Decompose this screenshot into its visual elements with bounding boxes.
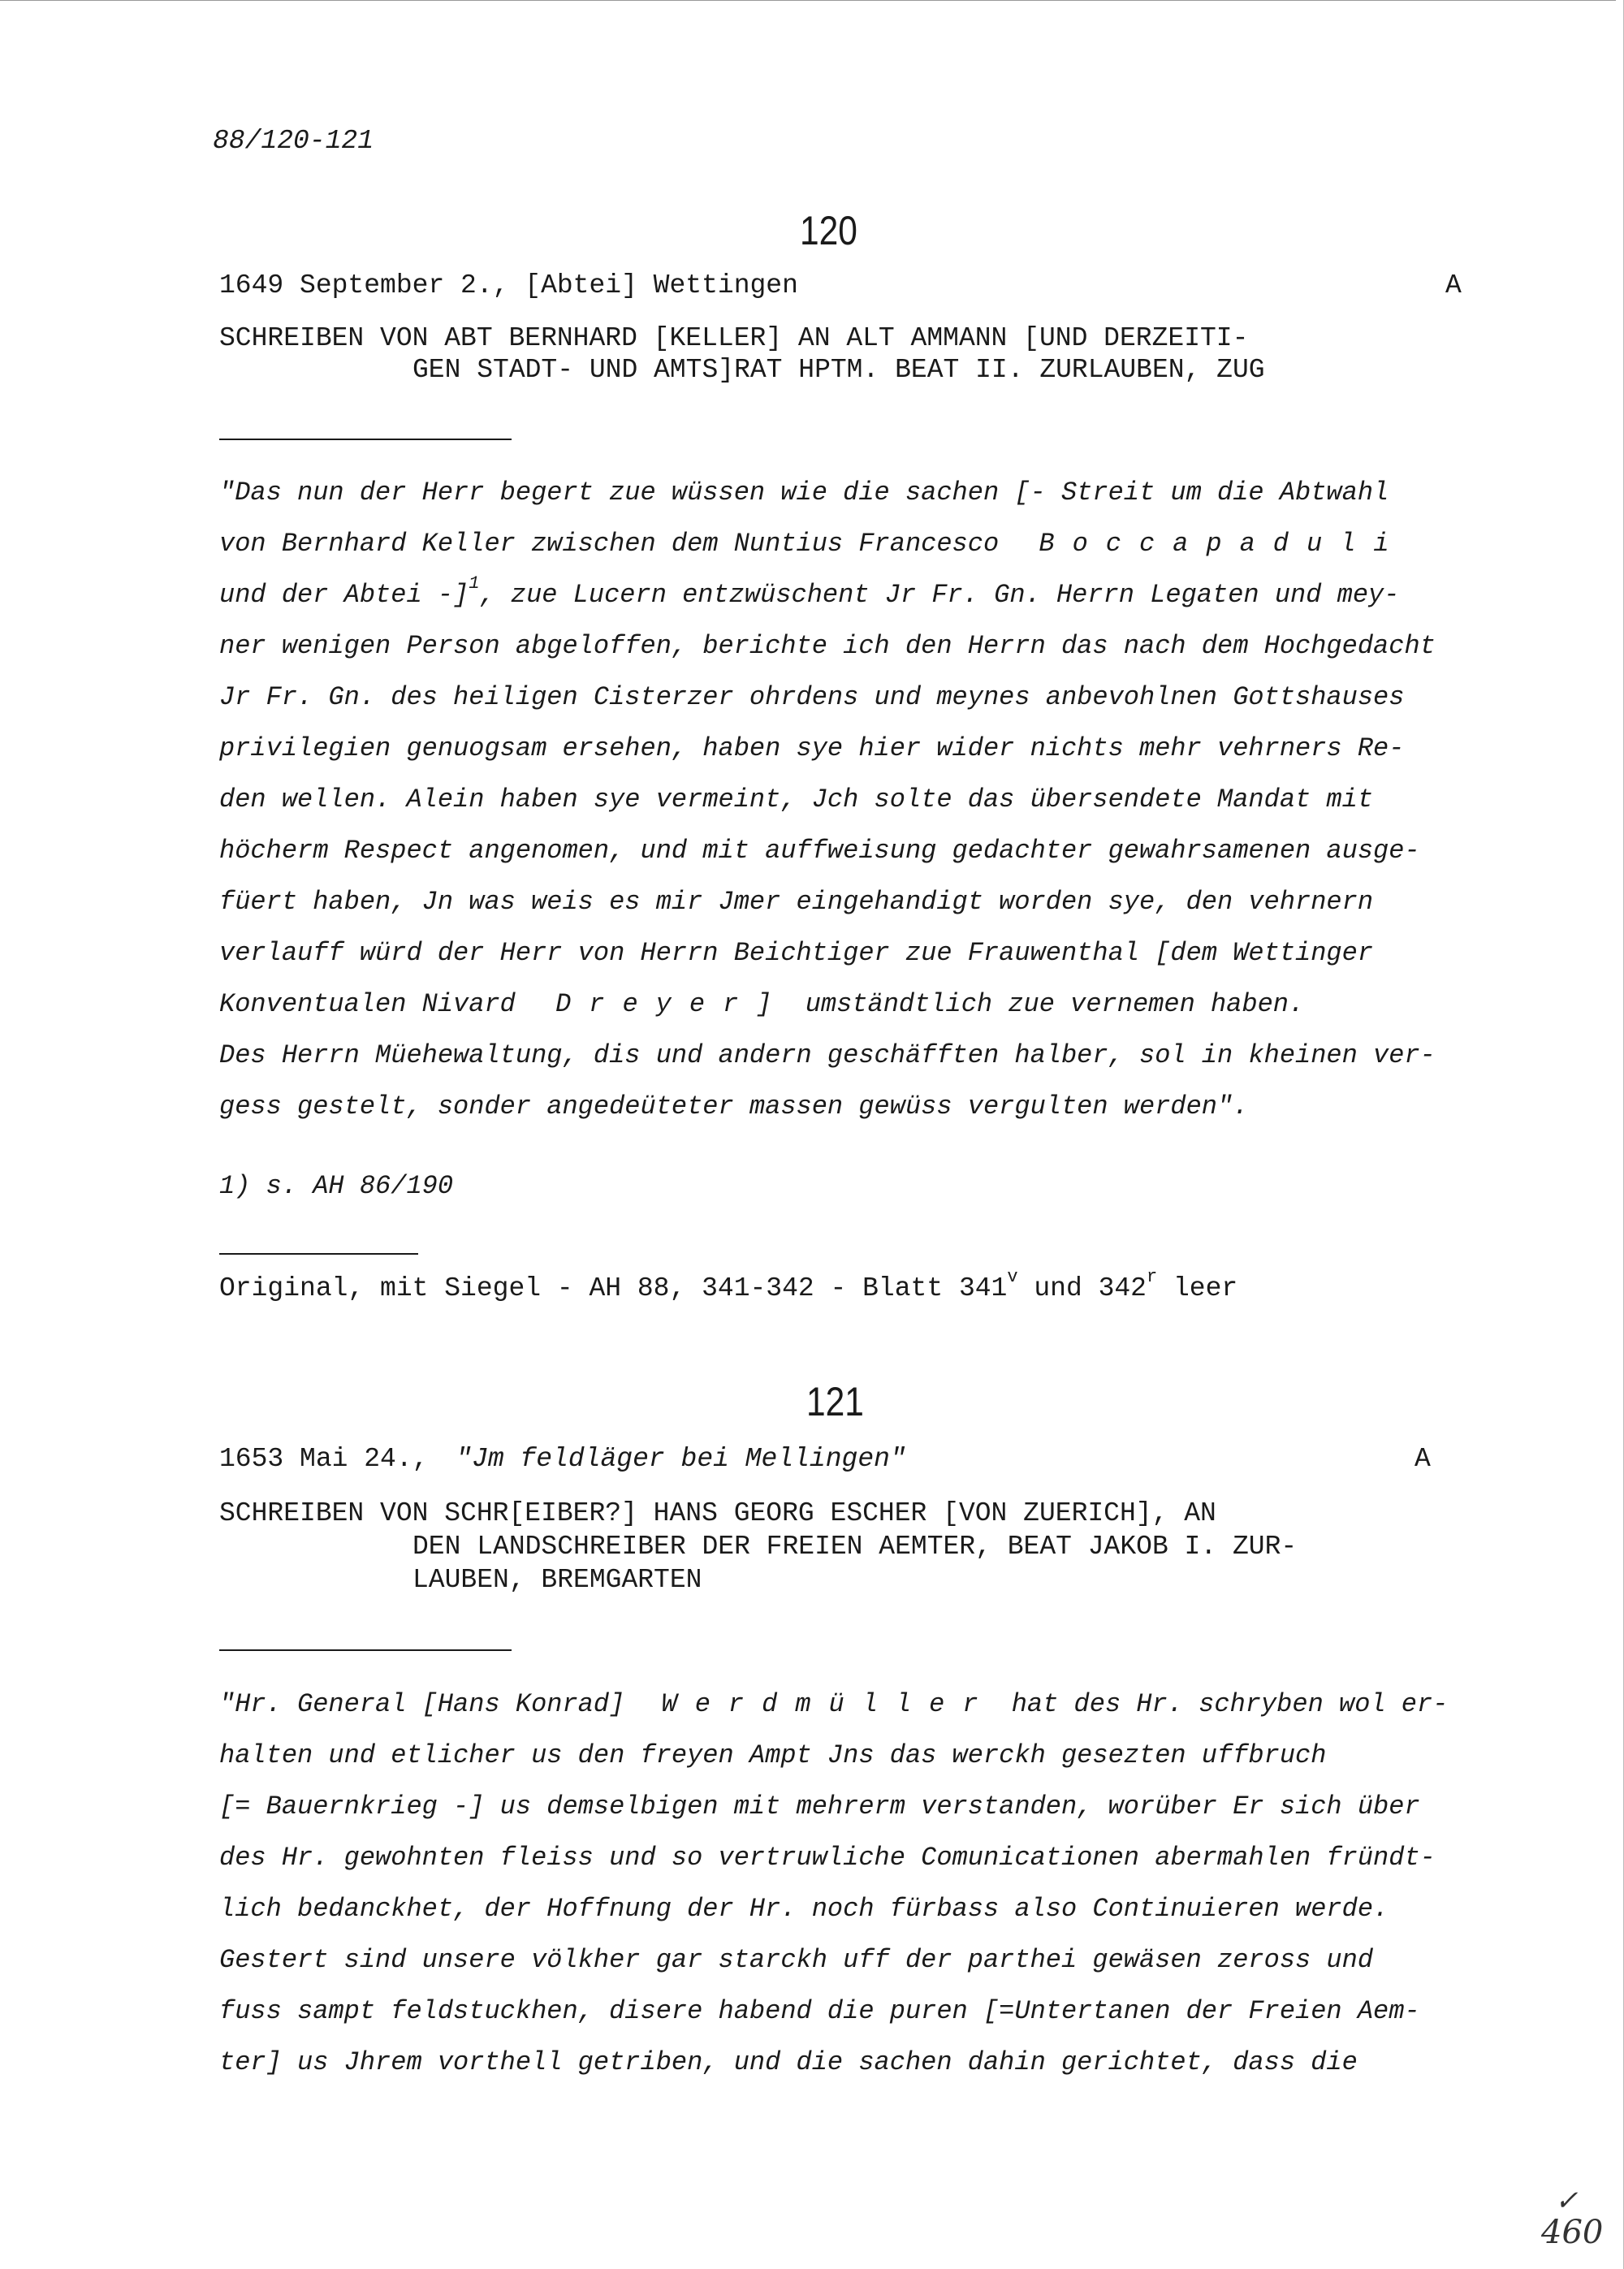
text-segment: von Bernhard Keller zwischen dem Nuntius Francesco: [219, 529, 1000, 559]
text-line: Des Herrn Müehewaltung, dis und andern geschäfften halber, sol in kheinen ver-: [219, 1040, 1436, 1070]
document-title-line: SCHREIBEN VON SCHR[EIBER?] HANS GEORG ESCHER [VON ZUERICH], AN: [219, 1498, 1216, 1528]
text-line: [= Bauernkrieg -] us demselbigen mit mehrerm verstanden, worüber Er sich über: [219, 1791, 1420, 1822]
text-line: höcherm Respect angenomen, und mit auffweisung gedachter gewahrsamenen ausge-: [219, 836, 1420, 866]
spaced-name: Dreyer]: [555, 989, 790, 1019]
text-line: füert haben, Jn was weis es mir Jmer eingehandigt worden sye, den vehrnern: [219, 887, 1374, 917]
spaced-name: Boccapaduli: [1039, 529, 1407, 559]
text-line: [219, 989, 1304, 1019]
footnote-marker: 1: [469, 573, 480, 594]
text-line: lich bedanckhet, der Hoffnung der Hr. noch fürbass also Continuieren werde.: [219, 1894, 1389, 1924]
text-line: [219, 573, 1400, 610]
text-line: fuss sampt feldstuckhen, disere habend die puren [=Untertanen der Freien Aem-: [219, 1996, 1420, 2026]
text-line: des Hr. gewohnten fleiss und so vertruwliche Comunicationen abermahlen fründt-: [219, 1843, 1436, 1873]
text-segment: , zue Lucern entzwüschent Jr Fr. Gn. Herrn Legaten und mey-: [479, 580, 1400, 610]
text-line: verlauff würd der Herr von Herrn Beichtiger zue Frauwenthal [dem Wettinger: [219, 938, 1374, 968]
check-mark-icon: ✓: [1555, 2185, 1579, 2217]
text-segment: und der Abtei -]: [219, 580, 469, 610]
text-line: [219, 1689, 1448, 1719]
section-divider: [219, 1253, 418, 1255]
text-line: "Das nun der Herr begert zue wüssen wie die sachen [- Streit um die Abtwahl: [219, 478, 1389, 508]
text-segment: "Hr. General [Hans Konrad]: [219, 1689, 625, 1719]
source-note: [219, 1267, 1238, 1303]
section-divider: [219, 1649, 512, 1651]
text-line: privilegien genuogsam ersehen, haben sye hier wider nichts mehr vehrners Re-: [219, 733, 1405, 763]
document-marker: A: [1415, 1444, 1431, 1474]
text-segment: Original, mit Siegel - AH 88, 341-342 - Blatt 341: [219, 1273, 1008, 1303]
text-segment: 1653 Mai 24.,: [219, 1444, 429, 1474]
spaced-name: Werdmüller: [661, 1689, 996, 1719]
text-line: halten und etlicher us den freyen Ampt Jns das werckh gesezten uffbruch: [219, 1740, 1327, 1770]
document-marker: A: [1445, 270, 1462, 300]
text-line: Gestert sind unsere völkher gar starckh uff der parthei gewäsen zeross und: [219, 1945, 1374, 1975]
document-title-line: DEN LANDSCHREIBER DER FREIEN AEMTER, BEAT JAKOB I. ZUR-: [412, 1532, 1298, 1562]
scan-top-border: [0, 0, 1616, 1]
document-number: 120: [800, 208, 857, 253]
text-line: ner wenigen Person abgeloffen, berichte ich den Herrn das nach dem Hochgedacht: [219, 631, 1436, 661]
text-segment: Konventualen Nivard: [219, 989, 516, 1019]
text-line: Jr Fr. Gn. des heiligen Cisterzer ohrdens und meynes anbevohlnen Gottshauses: [219, 682, 1405, 712]
document-title-line: GEN STADT- UND AMTS]RAT HPTM. BEAT II. ZURLAUBEN, ZUG: [412, 355, 1265, 385]
text-segment: und 342: [1017, 1273, 1147, 1303]
superscript: r: [1147, 1267, 1158, 1287]
document-title-line: LAUBEN, BREMGARTEN: [412, 1565, 702, 1595]
text-line: den wellen. Alein haben sye vermeint, Jch solte das übersendete Mandat mit: [219, 784, 1374, 815]
text-line: gess gestelt, sonder angedeüteter massen gewüss vergulten werden".: [219, 1091, 1249, 1122]
text-segment: umständtlich zue vernemen haben.: [805, 989, 1305, 1019]
text-segment: hat des Hr. schryben wol er-: [1011, 1689, 1449, 1719]
document-title-line: SCHREIBEN VON ABT BERNHARD [KELLER] AN ALT AMMANN [UND DERZEITI-: [219, 323, 1249, 353]
page-reference: 88/120-121: [213, 126, 374, 156]
handwritten-folio-number: 460: [1541, 2214, 1604, 2251]
document-date-place: [219, 1444, 906, 1474]
text-segment: leer: [1157, 1273, 1238, 1303]
section-divider: [219, 439, 512, 440]
text-line: ter] us Jhrem vorthell getriben, und die sachen dahin gerichtet, dass die: [219, 2047, 1358, 2077]
document-number: 121: [806, 1379, 864, 1424]
text-line: [219, 529, 1407, 559]
text-segment: "Jm feldläger bei Mellingen": [456, 1444, 906, 1474]
superscript: v: [1007, 1267, 1018, 1287]
document-date-place: 1649 September 2., [Abtei] Wettingen: [219, 270, 798, 300]
footnote: 1) s. AH 86/190: [219, 1171, 454, 1201]
